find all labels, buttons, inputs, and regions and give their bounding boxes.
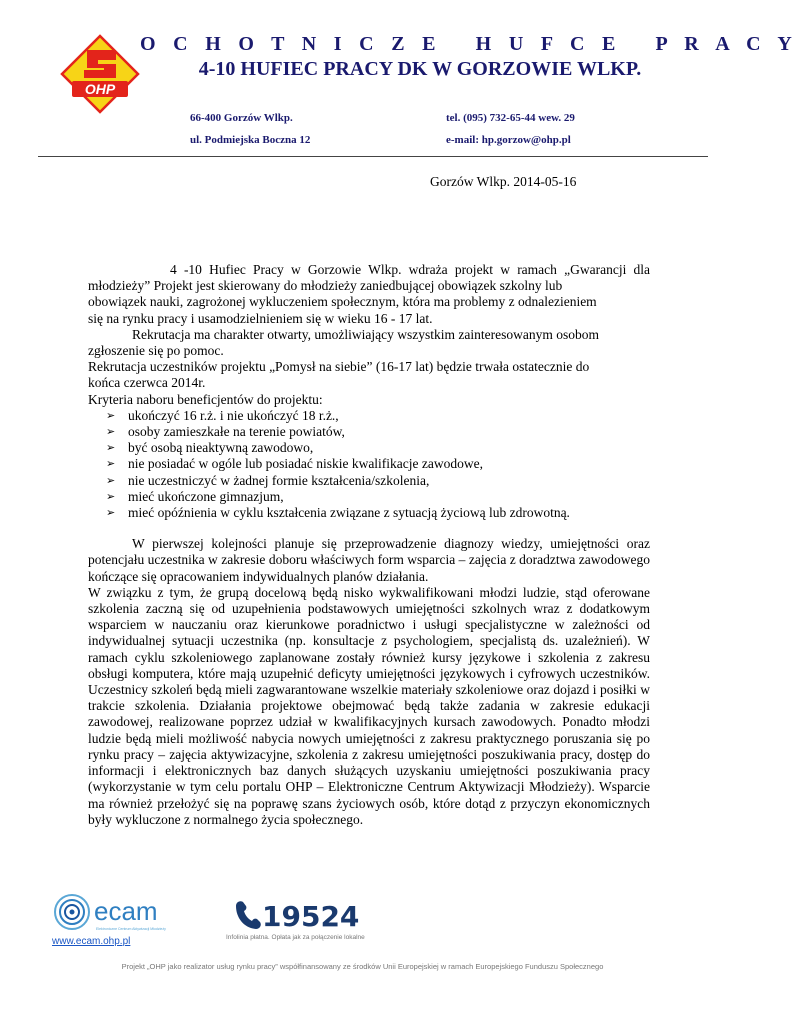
hotline-note: Infolinia płatna. Opłata jak za połączenie lokalne xyxy=(226,934,365,941)
arrow-bullet-icon: ➢ xyxy=(106,507,116,520)
ecam-link[interactable]: www.ecam.ohp.pl xyxy=(52,936,131,947)
arrow-bullet-icon: ➢ xyxy=(106,474,116,487)
logo-text: OHP xyxy=(84,81,116,97)
criteria-item: ➢ nie posiadać w ogóle lub posiadać niskie kwalifikacje zawodowe, xyxy=(106,456,484,472)
address-street: ul. Podmiejska Boczna 12 xyxy=(190,134,311,146)
phone-number: tel. (095) 732-65-44 wew. 29 xyxy=(446,112,575,124)
arrow-bullet-icon: ➢ xyxy=(106,490,116,503)
arrow-bullet-icon: ➢ xyxy=(106,409,116,422)
ecam-logo-text: ecam xyxy=(94,896,158,926)
intro-line: młodzieży” Projekt jest skierowany do młodzieży zaniedbującej obowiązek szkolny lub xyxy=(88,278,563,294)
unit-title: 4-10 HUFIEC PRACY DK W GORZOWIE WLKP. xyxy=(198,58,642,80)
arrow-bullet-icon: ➢ xyxy=(106,426,116,439)
paragraph-training: W związku z tym, że grupą docelową będą nisko wykwalifikowani młodzi ludzie, stąd oferowane szkolenia zaczną się od uzupełnienia podstawowych umiejętności szkolnych wraz z dodatkowym wsparciem w nauczaniu oraz kierunkowe poradnictwo i usługi specjalistyczne w zależności od indywidualnej sytuacji uczestnika (np. konsultacje z psychologiem, specjalistą ds. uzależnień). W ramach cyklu szkoleniowego zaplanowane zostały również kursy językowe i szkolenia z zakresu obsługi komputera, które mają uzupełnić deficyty umiejętności językowych i cyfrowych uczestników. Uczestnicy szkoleń będą mieli zagwarantowane wszelkie materiały szkoleniowe oraz dojazd i posiłki w trakcie szkolenia. Działania projektowe obejmować będą także zadania w zakresie edukacji zawodowej, realizowane poprzez udział w kwalifikacyjnych kursach zawodowych. Ponadto młodzi ludzie będą mieli możliwość nabycia nowych umiejętności z zakresu praktycznego poruszania się po rynku pracy – zajęcia aktywizacyjne, szkolenia z zakresu umiejętności poszukiwania pracy, dostęp do informacji i elektronicznych baz danych służących uzyskaniu umiejętności poszukiwania pracy (wykorzystanie w tym celu portalu OHP – Elektroniczne Centrum Aktywizacji Młodzieży). Wsparcie ma również przełożyć się na poprawę szans życiowych osób, które dotąd z przyczyn ekonomicznych były wykluczone z normalnego życia społecznego. xyxy=(88,584,650,827)
recruitment-period-line: Rekrutacja uczestników projektu „Pomysł na siebie” (16-17 lat) będzie trwała ostatecznie do xyxy=(88,359,590,375)
ohp-logo xyxy=(60,34,140,114)
paragraph-diagnosis: W pierwszej kolejności planuje się przeprowadzenie diagnozy wiedzy, umiejętności oraz potencjału uczestnika w zakresie doboru właściwych form wsparcia – zajęcia z doradztwa zawodowego kończące się opracowaniem indywidualnych planów działania. xyxy=(88,536,650,584)
project-note: Projekt „OHP jako realizator usług rynku pracy” współfinansowany ze środków Unii Europejskiej w ramach Europejskiego Funduszu Społecznego xyxy=(121,962,604,971)
ecam-tagline: Elektroniczne Centrum Aktywizacji Młodzieży xyxy=(96,927,166,931)
criteria-list xyxy=(88,408,650,521)
arrow-bullet-icon: ➢ xyxy=(106,442,116,455)
criteria-item: ➢ mieć opóźnienia w cyklu kształcenia związane z sytuacją życiową lub zdrowotną. xyxy=(106,505,570,521)
phone-icon xyxy=(236,901,261,929)
criteria-item: ➢ osoby zamieszkałe na terenie powiatów, xyxy=(106,424,345,440)
recruitment-period-line: końca czerwca 2014r. xyxy=(88,375,206,391)
email-address: e-mail: hp.gorzow@ohp.pl xyxy=(446,134,571,146)
criteria-item: ➢ być osobą nieaktywną zawodowo, xyxy=(106,440,314,456)
ecam-logo xyxy=(52,892,182,936)
org-title: O C H O T N I C Z E H U F C E P R A C Y xyxy=(140,33,798,55)
arrow-bullet-icon: ➢ xyxy=(106,458,116,471)
recruitment-open-line: Rekrutacja ma charakter otwarty, umożliwiający wszystkim zainteresowanym osobom xyxy=(132,326,599,342)
letter-body xyxy=(88,262,650,828)
criteria-heading: Kryteria naboru beneficjentów do projektu: xyxy=(88,391,323,407)
criteria-item: ➢ ukończyć 16 r.ż. i nie ukończyć 18 r.ż., xyxy=(106,407,339,423)
criteria-item: ➢ mieć ukończone gimnazjum, xyxy=(106,488,284,504)
letter-date: Gorzów Wlkp. 2014-05-16 xyxy=(430,174,577,189)
criteria-item: ➢ nie uczestniczyć w żadnej formie kształcenia/szkolenia, xyxy=(106,472,430,488)
intro-line: 4 -10 Hufiec Pracy w Gorzowie Wlkp. wdraża projekt w ramach „Gwarancji dla xyxy=(170,262,650,277)
hotline-logo xyxy=(232,898,362,932)
address-city: 66-400 Gorzów Wlkp. xyxy=(190,112,293,124)
ecam-swirl-icon xyxy=(55,895,89,929)
header-divider xyxy=(38,156,708,157)
intro-line: się na rynku pracy i usamodzielnieniem się w wieku 16 - 17 lat. xyxy=(88,310,433,326)
hotline-number: 19524 xyxy=(262,900,360,933)
recruitment-open-line: zgłoszenie się po pomoc. xyxy=(88,343,224,359)
intro-line: obowiązek nauki, zagrożonej wykluczeniem społecznym, która ma problemy z odnalezieniem xyxy=(88,294,597,310)
